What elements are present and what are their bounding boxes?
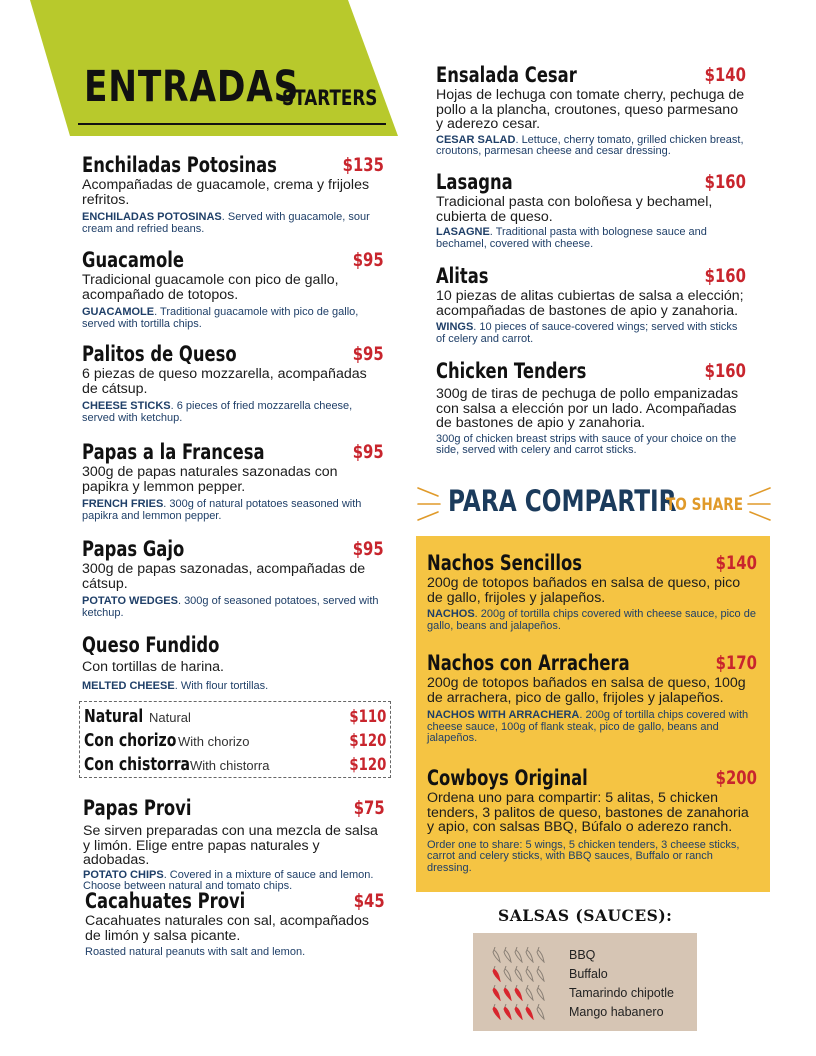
item-description: Con tortillas de harina. [82, 659, 224, 675]
menu-item-enchiladas [82, 153, 384, 235]
variant-english: Natural [149, 710, 191, 725]
item-name: Alitas [436, 264, 489, 288]
sauce-row [473, 946, 697, 965]
item-english: MELTED CHEESE. With flour tortillas. [82, 679, 269, 692]
item-english: 300g of chicken breast strips with sauce of your choice on the side, served with celery and carrot sticks. [436, 432, 737, 456]
item-name: Cacahuates Provi [85, 889, 246, 913]
menu-item-nachos-sencillos [427, 551, 757, 632]
item-name: Papas Provi [83, 796, 192, 820]
pepper-heat-icon [491, 947, 551, 963]
pepper-heat-icon [491, 985, 551, 1001]
item-english: Roasted natural peanuts with salt and lemon. [85, 946, 306, 958]
menu-item-potato-wedges [82, 537, 384, 619]
variant-row [84, 705, 386, 729]
item-description: Hojas de lechuga con tomate cherry, pechuga de pollo a la plancha, croutones, queso parmesano y aderezo cesar. [436, 87, 745, 132]
starters-title-en: STARTERS [282, 86, 378, 110]
to-share-title-en: TO SHARE [666, 495, 744, 515]
item-description: 200g de totopos bañados en salsa de queso, pico de gallo, frijoles y jalapeños. [427, 575, 741, 606]
item-name: Queso Fundido [82, 633, 220, 657]
sauce-label: Tamarindo chipotle [569, 986, 674, 1000]
chili-pepper-icon [493, 966, 500, 981]
chili-pepper-icon [537, 966, 544, 981]
item-price: $140 [715, 552, 757, 574]
chili-pepper-icon [515, 985, 522, 1000]
item-name: Chicken Tenders [436, 359, 587, 383]
menu-item-guacamole [82, 248, 384, 330]
item-english: NACHOS. 200g of tortilla chips covered with cheese sauce, pico de gallo, beans and jalapeños. [427, 608, 756, 632]
chili-pepper-icon [526, 966, 533, 981]
item-price: $95 [353, 538, 384, 560]
item-english: LASAGNE. Traditional pasta with bolognese sauce and bechamel, covered with cheese. [436, 226, 707, 250]
chili-pepper-icon [526, 947, 533, 962]
item-price: $135 [342, 154, 384, 176]
item-english: CESAR SALAD. Lettuce, cherry tomato, grilled chicken breast, croutons, parmesan cheese and cesar dressing. [436, 133, 744, 157]
item-name: Palitos de Queso [82, 342, 237, 366]
to-share-header [416, 478, 772, 530]
variant-english: With chistorra [190, 758, 270, 773]
item-name: Ensalada Cesar [436, 63, 577, 87]
queso-variants-box [79, 701, 391, 778]
item-english: POTATO CHIPS. Covered in a mixture of sauce and lemon. Choose between natural and tomato chips. [83, 868, 374, 892]
sauce-label: Buffalo [569, 967, 608, 981]
variant-row [84, 729, 386, 753]
item-price: $160 [704, 171, 746, 193]
chili-pepper-icon [515, 966, 522, 981]
chili-pepper-icon [504, 966, 511, 981]
chili-pepper-icon [493, 985, 500, 1000]
item-english: ENCHILADAS POTOSINAS. Served with guacamole, sour cream and refried beans. [82, 211, 370, 235]
item-name: Papas a la Francesa [82, 440, 265, 464]
pepper-heat-icon [491, 966, 551, 982]
sauces-title: SALSAS (SAUCES): [498, 906, 673, 925]
burst-right-icon [744, 482, 772, 526]
item-name: Nachos Sencillos [427, 551, 582, 575]
item-price: $160 [704, 265, 746, 287]
menu-item-lasagna [436, 170, 746, 250]
menu-item-nachos-arrachera [427, 651, 757, 745]
item-description: Tradicional pasta con boloñesa y bechamel, cubierta de queso. [436, 194, 713, 225]
chili-pepper-icon [504, 985, 511, 1000]
chili-pepper-icon [493, 1004, 500, 1019]
variant-name: Con chorizo [84, 730, 177, 751]
chili-pepper-icon [493, 947, 500, 962]
item-name: Cowboys Original [427, 766, 588, 790]
item-price: $140 [704, 64, 746, 86]
item-price: $170 [715, 652, 757, 674]
item-english: POTATO WEDGES. 300g of seasoned potatoes, served with ketchup. [82, 595, 379, 619]
starters-title-es: ENTRADAS [84, 62, 300, 112]
item-english: WINGS. 10 pieces of sauce-covered wings; served with sticks of celery and carrot. [436, 321, 738, 345]
variant-name: Con chistorra [84, 754, 191, 775]
sauce-label: BBQ [569, 948, 596, 962]
item-name: Enchiladas Potosinas [82, 153, 277, 177]
item-name: Lasagna [436, 170, 513, 194]
chili-pepper-icon [537, 947, 544, 962]
menu-item-queso-fundido [82, 633, 384, 692]
item-price: $95 [353, 343, 384, 365]
item-name: Guacamole [82, 248, 184, 272]
item-name: Nachos con Arrachera [427, 651, 630, 675]
menu-item-cacahuates [85, 889, 385, 959]
menu-item-chicken-tenders [436, 359, 746, 457]
variant-name: Natural [84, 706, 144, 727]
chili-pepper-icon [526, 985, 533, 1000]
variant-price: $120 [349, 755, 386, 775]
chili-pepper-icon [515, 947, 522, 962]
chili-pepper-icon [504, 947, 511, 962]
item-name: Papas Gajo [82, 537, 185, 561]
chili-pepper-icon [537, 1004, 544, 1019]
starters-title [84, 62, 378, 112]
sauces-legend [473, 933, 697, 1031]
sauce-row [473, 1003, 697, 1022]
item-description: 300g de tiras de pechuga de pollo empanizadas con salsa a elección por un lado. Acompañadas de bastones de apio y zanahoria. [436, 386, 739, 431]
item-price: $45 [354, 890, 385, 912]
item-description: 10 piezas de alitas cubiertas de salsa a elección; acompañadas de bastones de apio y zanahoria. [436, 288, 744, 319]
item-price: $160 [704, 360, 746, 382]
item-description: 300g de papas naturales sazonadas con papikra y lemmon pepper. [82, 464, 338, 495]
chili-pepper-icon [537, 985, 544, 1000]
item-description: 300g de papas sazonadas, acompañadas de cátsup. [82, 561, 366, 592]
chili-pepper-icon [515, 1004, 522, 1019]
menu-item-ensalada-cesar [436, 63, 746, 158]
item-english: Order one to share: 5 wings, 5 chicken tenders, 3 cheese sticks, carrot and celery sticks, with BBQ sauces, Buffalo or ranch dressing. [427, 838, 740, 874]
item-english: FRENCH FRIES. 300g of natural potatoes seasoned with papikra and lemmon pepper. [82, 498, 362, 522]
menu-item-cheese-sticks [82, 342, 384, 424]
title-underline [78, 123, 386, 125]
menu-item-cowboys-original [427, 766, 757, 874]
item-description: Se sirven preparadas con una mezcla de salsa y limón. Elige entre papas naturales y adobadas. [83, 823, 378, 868]
item-description: 200g de totopos bañados en salsa de queso, 100g de arrachera, pico de gallo, frijoles y jalapeños. [427, 675, 746, 706]
item-description: 6 piezas de queso mozzarella, acompañadas de cátsup. [82, 366, 367, 397]
menu-item-alitas [436, 264, 746, 345]
item-description: Cacahuates naturales con sal, acompañados de limón y salsa picante. [85, 913, 369, 944]
item-price: $75 [354, 797, 385, 819]
variant-english: With chorizo [178, 734, 250, 749]
item-description: Acompañadas de guacamole, crema y frijoles refritos. [82, 177, 370, 208]
sauce-row [473, 965, 697, 984]
to-share-title-es: PARA COMPARTIR [448, 484, 677, 518]
pepper-heat-icon [491, 1004, 551, 1020]
item-description: Ordena uno para compartir: 5 alitas, 5 chicken tenders, 3 palitos de queso, bastones de zanahoria y apio, con salsas BBQ, Búfalo o aderezo ranch. [427, 790, 749, 835]
variant-row [84, 753, 386, 777]
item-price: $95 [353, 249, 384, 271]
item-english: NACHOS WITH ARRACHERA. 200g of tortilla chips covered with cheese sauce, 100g of flank steak, pico de gallo, beans and jalapeños. [427, 709, 749, 744]
menu-item-french-fries [82, 440, 384, 522]
variant-price: $110 [349, 707, 386, 727]
sauce-label: Mango habanero [569, 1005, 664, 1019]
item-price: $95 [353, 441, 384, 463]
item-english: CHEESE STICKS. 6 pieces of fried mozzarella cheese, served with ketchup. [82, 400, 353, 424]
item-english: GUACAMOLE. Traditional guacamole with pico de gallo, served with tortilla chips. [82, 306, 359, 330]
sauce-row [473, 984, 697, 1003]
variant-price: $120 [349, 731, 386, 751]
menu-item-papas-provi [83, 796, 385, 893]
chili-pepper-icon [504, 1004, 511, 1019]
item-price: $200 [715, 767, 757, 789]
chili-pepper-icon [526, 1004, 533, 1019]
burst-left-icon [416, 482, 444, 526]
item-description: Tradicional guacamole con pico de gallo, acompañado de totopos. [82, 272, 339, 303]
